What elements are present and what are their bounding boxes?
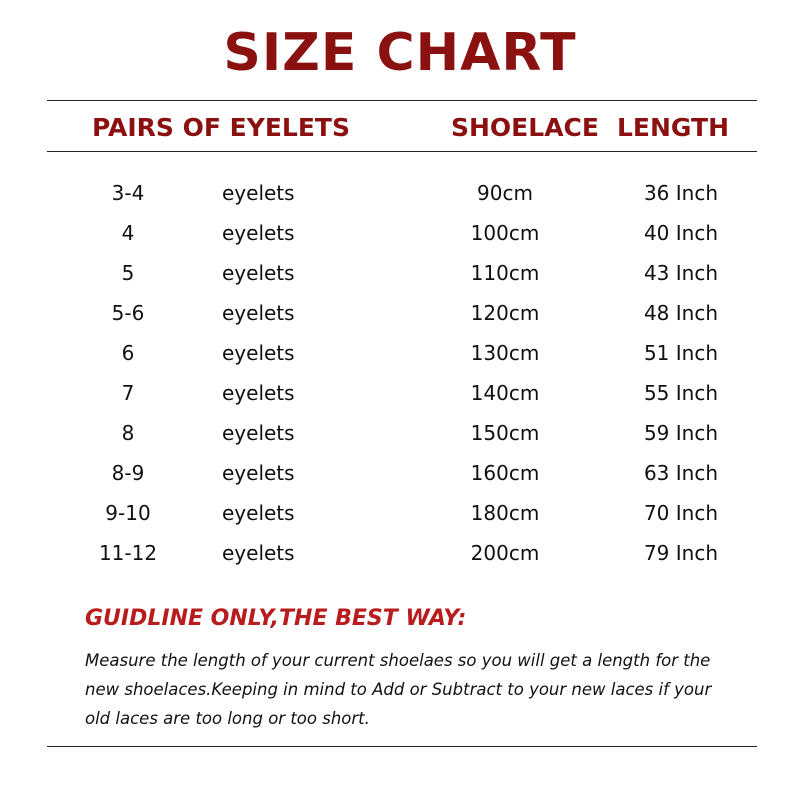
top-divider	[47, 100, 757, 101]
table-row	[0, 173, 800, 213]
eyelets-cell: eyelets	[222, 221, 295, 245]
guideline-title: GUIDLINE ONLY,THE BEST WAY:	[85, 606, 467, 631]
table-row	[0, 533, 800, 573]
eyelets-cell: eyelets	[222, 461, 295, 485]
length-inch-cell: 55 Inch	[643, 381, 718, 405]
eyelets-cell: eyelets	[222, 181, 295, 205]
pairs-cell: 7	[121, 381, 135, 405]
length-inch-cell: 51 Inch	[643, 341, 718, 365]
table-row	[0, 493, 800, 533]
eyelets-cell: eyelets	[222, 541, 295, 565]
length-inch-cell: 59 Inch	[643, 421, 718, 445]
length-inch-cell: 63 Inch	[643, 461, 718, 485]
table-row	[0, 333, 800, 373]
table-row	[0, 413, 800, 453]
bottom-divider	[47, 746, 757, 747]
page-title: SIZE CHART	[223, 23, 577, 83]
header-divider	[47, 151, 757, 152]
guideline-line: new shoelaces.Keeping in mind to Add or Subtract to your new laces if your	[85, 680, 712, 699]
pairs-cell: 5	[121, 261, 135, 285]
shoelace-cm-cell: 140cm	[470, 381, 540, 405]
shoelace-cm-cell: 150cm	[470, 421, 540, 445]
table-row	[0, 453, 800, 493]
shoelace-cm-cell: 120cm	[470, 301, 540, 325]
table-row	[0, 253, 800, 293]
pairs-cell: 6	[121, 341, 135, 365]
header-length: LENGTH	[617, 113, 729, 142]
length-inch-cell: 48 Inch	[643, 301, 718, 325]
pairs-cell: 8-9	[111, 461, 145, 485]
pairs-cell: 5-6	[111, 301, 145, 325]
pairs-cell: 8	[121, 421, 135, 445]
length-inch-cell: 79 Inch	[643, 541, 718, 565]
shoelace-cm-cell: 100cm	[470, 221, 540, 245]
length-inch-cell: 70 Inch	[643, 501, 718, 525]
eyelets-cell: eyelets	[222, 501, 295, 525]
length-inch-cell: 43 Inch	[643, 261, 718, 285]
pairs-cell: 11-12	[98, 541, 158, 565]
pairs-cell: 3-4	[111, 181, 145, 205]
shoelace-cm-cell: 110cm	[470, 261, 540, 285]
pairs-cell: 9-10	[105, 501, 151, 525]
guideline-line: old laces are too long or too short.	[85, 709, 370, 728]
shoelace-cm-cell: 90cm	[477, 181, 533, 205]
pairs-cell: 4	[121, 221, 135, 245]
table-row	[0, 373, 800, 413]
eyelets-cell: eyelets	[222, 381, 295, 405]
guideline-line: Measure the length of your current shoelaes so you will get a length for the	[85, 651, 711, 670]
shoelace-cm-cell: 160cm	[470, 461, 540, 485]
table-row	[0, 293, 800, 333]
eyelets-cell: eyelets	[222, 421, 295, 445]
shoelace-cm-cell: 130cm	[470, 341, 540, 365]
size-table	[0, 173, 800, 573]
eyelets-cell: eyelets	[222, 301, 295, 325]
shoelace-cm-cell: 180cm	[470, 501, 540, 525]
header-pairs-of-eyelets: PAIRS OF EYELETS	[92, 113, 350, 142]
length-inch-cell: 40 Inch	[643, 221, 718, 245]
guideline-text	[85, 646, 735, 733]
shoelace-cm-cell: 200cm	[470, 541, 540, 565]
table-row	[0, 213, 800, 253]
header-shoelace: SHOELACE	[451, 113, 599, 142]
eyelets-cell: eyelets	[222, 261, 295, 285]
length-inch-cell: 36 Inch	[643, 181, 718, 205]
eyelets-cell: eyelets	[222, 341, 295, 365]
